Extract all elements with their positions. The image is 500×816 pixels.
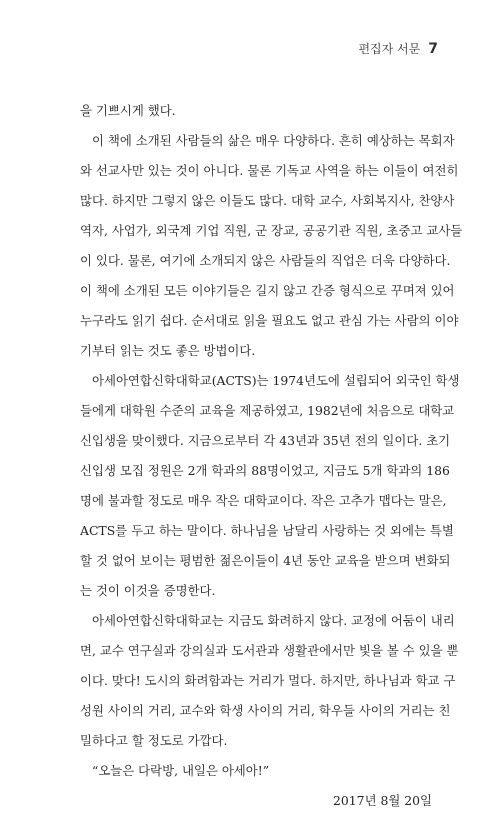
- text-line: 이다. 맞다! 도시의 화려함과는 거리가 멀다. 하지만, 하나님과 학교 구: [80, 673, 456, 688]
- closing-quote: “오늘은 다락방, 내일은 아세아!”: [92, 763, 270, 778]
- text-line: 할 것 없어 보이는 평범한 젊은이들이 4년 동안 교육을 받으며 변화되: [80, 553, 451, 568]
- section-title: 편집자 서문: [358, 42, 421, 56]
- text-line: 기부터 읽는 것도 좋은 방법이다.: [80, 343, 256, 358]
- text-line: 이 책에 소개된 사람들의 삶은 매우 다양하다. 흔히 예상하는 목회자: [92, 133, 455, 148]
- body-text: [80, 96, 463, 816]
- text-line: 신입생 모집 정원은 2개 학과의 88명이었고, 지금도 5개 학과의 186: [80, 463, 450, 478]
- text-line: 와 선교사만 있는 것이 아니다. 물론 기독교 사역을 하는 이들이 여전히: [80, 163, 459, 178]
- text-line: 을 기쁘시게 했다.: [80, 103, 176, 118]
- text-line: 신입생을 맞이했다. 지금으로부터 각 43년과 35년 전의 일이다. 초기: [80, 433, 451, 448]
- text-line: 명에 불과할 정도로 매우 작은 대학교이다. 작은 고추가 맵다는 말은,: [80, 493, 447, 508]
- text-line: 아세아연합신학대학교(ACTS)는 1974년도에 설립되어 외국인 학생: [92, 373, 460, 388]
- text-line: 이 있다. 물론, 여기에 소개되지 않은 사람들의 직업은 더욱 다양하다.: [80, 253, 451, 268]
- text-line: 면, 교수 연구실과 강의실과 도서관과 생활관에서만 빛을 볼 수 있을 뿐: [80, 643, 459, 658]
- text-line: 아세아연합신학대학교는 지금도 화려하지 않다. 교정에 어둠이 내리: [92, 613, 455, 628]
- text-line: 성원 사이의 거리, 교수와 학생 사이의 거리, 학우들 사이의 거리는 친: [80, 703, 451, 718]
- text-line: 들에게 대학원 수준의 교육을 제공하였고, 1982년에 처음으로 대학교: [80, 403, 455, 418]
- text-line: 이 책에 소개된 모든 이야기들은 길지 않고 간증 형식으로 꾸며져 있어: [80, 283, 455, 298]
- text-line: 누구라도 읽기 쉽다. 순서대로 읽을 필요도 없고 관심 가는 사람의 이야: [80, 313, 459, 328]
- text-line: 밀하다고 할 정도로 가깝다.: [80, 733, 228, 748]
- running-header: [358, 40, 438, 57]
- text-line: 많다. 하지만 그렇지 않은 이들도 많다. 대학 교수, 사회복지사, 찬양사: [80, 193, 455, 208]
- page-number: 7: [428, 41, 438, 57]
- text-line: ACTS를 두고 하는 말이다. 하나님을 남달리 사랑하는 것 외에는 특별: [80, 523, 454, 538]
- text-line: 는 것이 이것을 증명한다.: [80, 583, 216, 598]
- text-line: 역자, 사업가, 외국계 기업 직원, 군 장교, 공공기관 직원, 초중고 교사들: [80, 223, 463, 238]
- signature-date: 2017년 8월 20일: [333, 793, 432, 808]
